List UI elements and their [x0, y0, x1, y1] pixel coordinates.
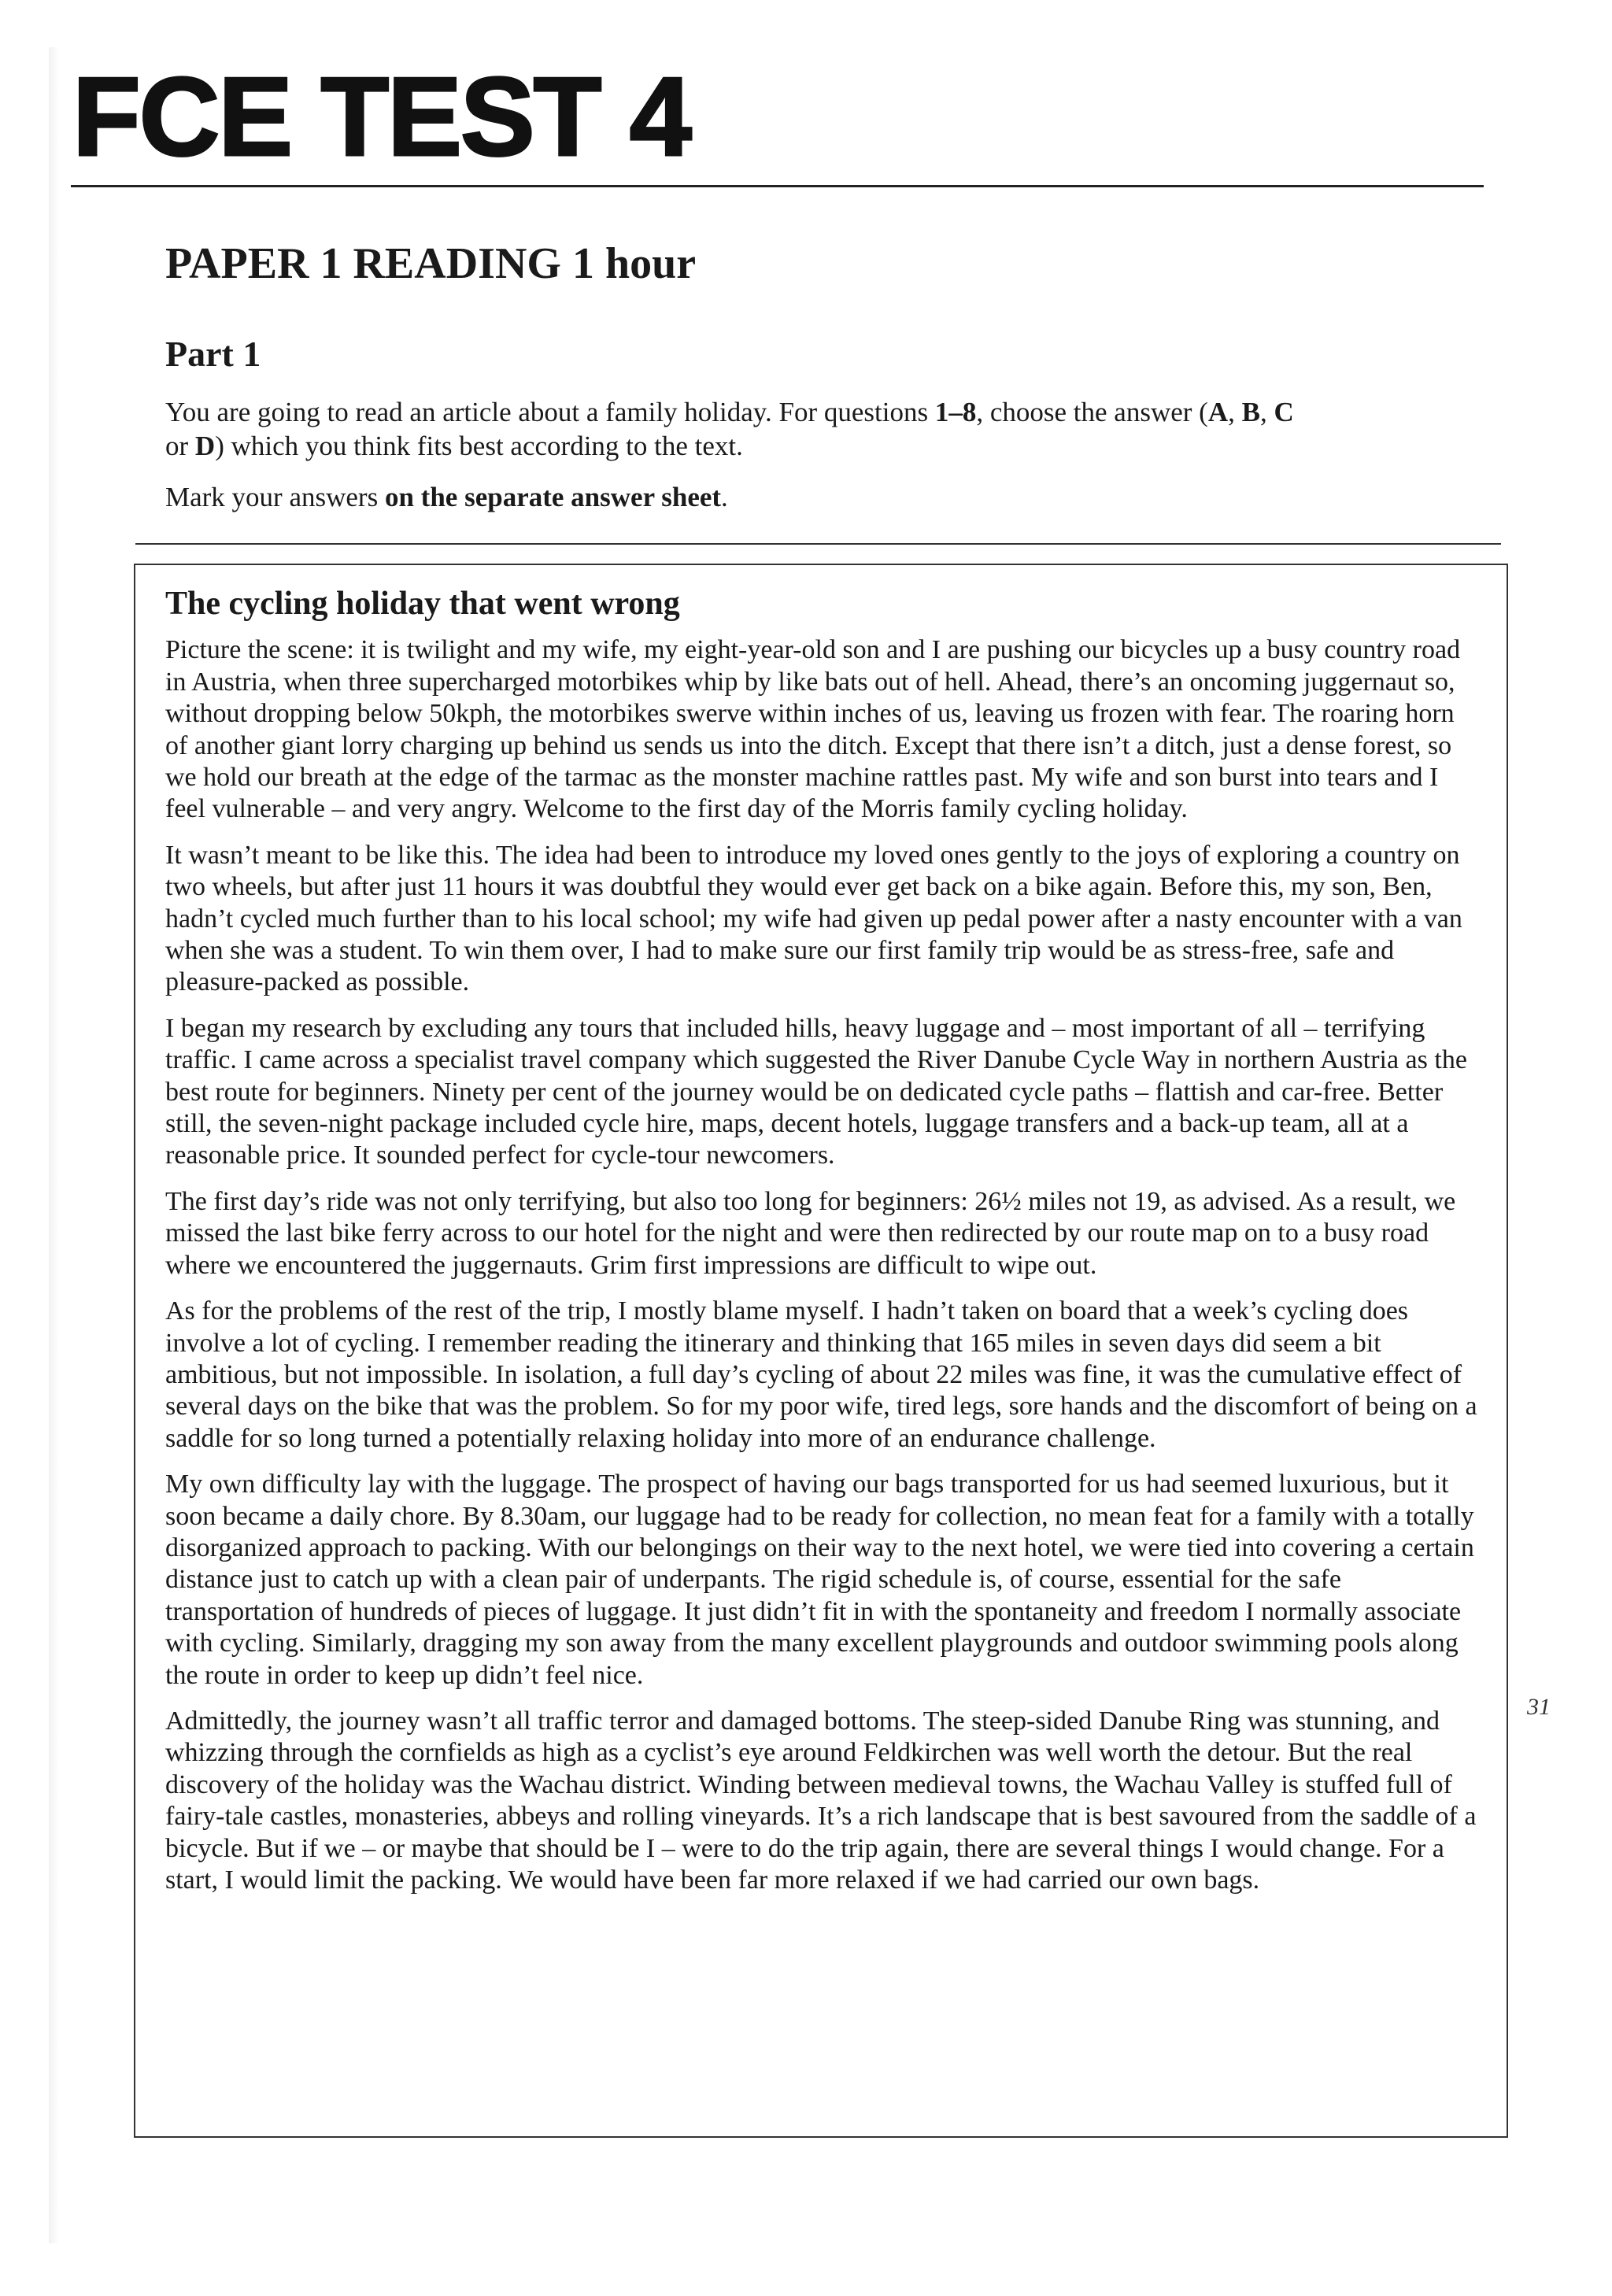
- line-number-marker: 31: [1527, 1694, 1551, 1720]
- article-paragraph-1: Picture the scene: it is twilight and my wife, my eight-year-old son and I are pushing our bicycles up a busy country road in Austria, when three supercharged motorbikes whip by like bats out of hell. Ahead, there’s an oncoming juggernaut so, without dropping below 50kph, the motorbikes swerve within inches of us, leaving us frozen with fear. The roaring horn of another giant lorry charging up behind us sends us into the ditch. Except that there isn’t a ditch, just a dense forest, so we hold our breath at the edge of the tarmac as the monster machine rattles past. My wife and son burst into tears and I feel vulnerable – and very angry. Welcome to the first day of the Morris family cycling holiday.: [165, 635, 1461, 824]
- test-title: FCE TEST 4: [72, 54, 690, 179]
- instructions-answer-sheet: Mark your answers on the separate answer sheet.: [165, 482, 728, 512]
- instructions-divider: [135, 543, 1501, 545]
- article-paragraph-5: As for the problems of the rest of the trip, I mostly blame myself. I hadn’t taken on board that a week’s cycling does involve a lot of cycling. I remember reading the itinerary and thinking that 165 miles in seven days did seem a bit ambitious, but not impossible. In isolation, a full day’s cycling of about 22 miles was fine, it was the cumulative effect of several days on the bike that was the problem. So for my poor wife, tired legs, sore hands and the discomfort of being on a saddle for so long turned a potentially relaxing holiday into more of an endurance challenge.: [165, 1296, 1477, 1453]
- paper-heading: PAPER 1 READING 1 hour: [165, 239, 697, 288]
- part-heading: Part 1: [165, 334, 261, 374]
- article-box: [134, 564, 1508, 2138]
- instructions-task: You are going to read an article about a family holiday. For questions 1–8, choose the answer (A, B, C or D) which you think fits best according to the text.: [165, 397, 1294, 461]
- article-paragraph-7: Admittedly, the journey wasn’t all traffic terror and damaged bottoms. The steep-sided Danube Ring was stunning, and whizzing through the cornfields as high as a cyclist’s eye around Feldkirchen was well worth the detour. But the real discovery of the holiday was the Wachau district. Winding between medieval towns, the Wachau Valley is stuffed full of fairy-tale castles, monasteries, abbeys and rolling vineyards. It’s a rich landscape that is best savoured from the saddle of a bicycle. But if we – or maybe that should be I – were to do the trip again, there are several things I would change. For a start, I would limit the packing. We would have been far more relaxed if we had carried our own bags.: [165, 1706, 1477, 1895]
- article-paragraph-3: I began my research by excluding any tours that included hills, heavy luggage and – most important of all – terrifying traffic. I came across a specialist travel company which suggested the River Danube Cycle Way in northern Austria as the best route for beginners. Ninety per cent of the journey would be on dedicated cycle paths – flattish and car-free. Better still, the seven-night package included cycle hire, maps, decent hotels, luggage transfers and a back-up team, all at a reasonable price. It sounded perfect for cycle-tour newcomers.: [165, 1013, 1467, 1170]
- article-paragraph-6: My own difficulty lay with the luggage. The prospect of having our bags transported for us had seemed luxurious, but it soon became a daily chore. By 8.30am, our luggage had to be ready for collection, no mean feat for a family with a totally disorganized approach to packing. With our belongings on their way to the next hotel, we were tied into covering a certain distance just to catch up with a clean pair of underpants. The rigid schedule is, of course, essential for the safe transportation of hundreds of pieces of luggage. It just didn’t fit in with the spontaneity and freedom I normally associate with cycling. Similarly, dragging my son away from the many excellent playgrounds and outdoor swimming pools along the route in order to keep up didn’t feel nice.: [165, 1470, 1474, 1690]
- article-paragraph-4: The first day’s ride was not only terrifying, but also too long for beginners: 26½ miles not 19, as advised. As a result, we missed the last bike ferry across to our hotel for the night and were then redirected by our route map on to a busy road where we encountered the juggernauts. Grim first impressions are difficult to wipe out.: [165, 1186, 1456, 1280]
- instructions: [165, 395, 1480, 531]
- article-paragraph-2: It wasn’t meant to be like this. The idea had been to introduce my loved ones gently to the joys of exploring a country on two wheels, but after just 11 hours it was doubtful they would ever get back on a bike again. Before this, my son, Ben, hadn’t cycled much further than to his local school; my wife had given up pedal power after a nasty encounter with a van when she was a student. To win them over, I had to make sure our first family trip would be as stress-free, safe and pleasure-packed as possible.: [165, 840, 1462, 997]
- article-title: The cycling holiday that went wrong: [165, 586, 680, 622]
- scan-edge-shadow: [49, 47, 60, 2243]
- title-divider: [71, 185, 1484, 187]
